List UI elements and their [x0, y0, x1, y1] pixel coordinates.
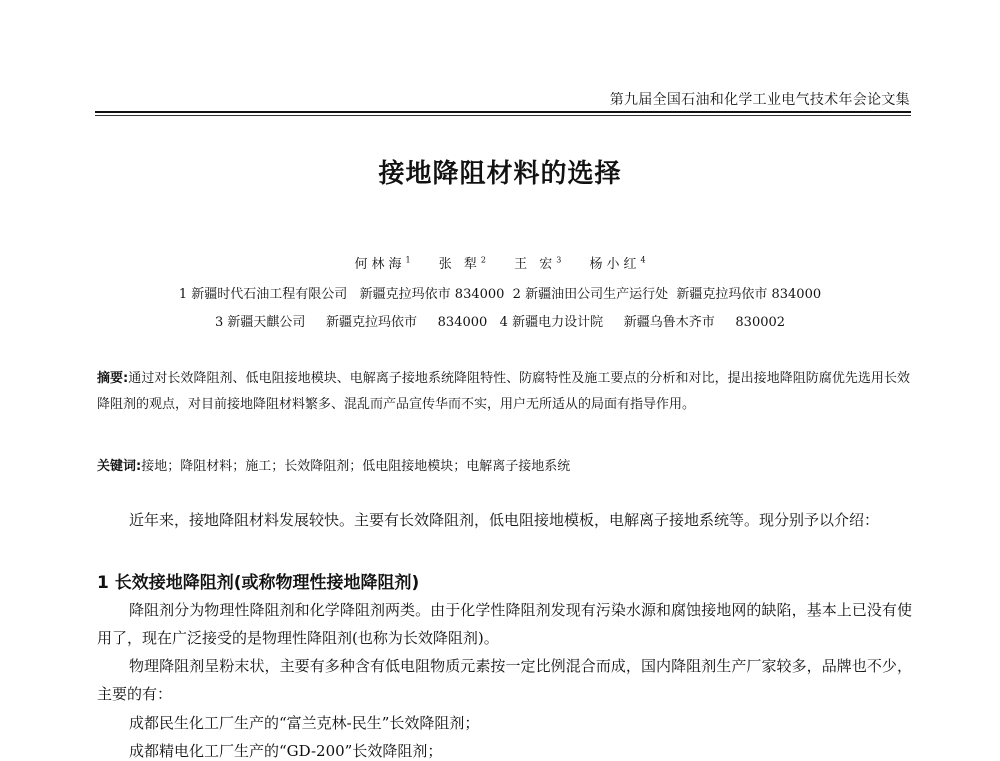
header-rule-thin	[95, 115, 911, 116]
author	[514, 253, 561, 272]
section-heading: 1 长效接地降阻剂(或称物理性接地降阻剂)	[97, 573, 420, 593]
affiliation-line-2: 3 新疆天麒公司 新疆克拉玛依市 834000 4 新疆电力设计院 新疆乌鲁木齐市 830002	[214, 315, 786, 330]
abstract	[97, 366, 910, 418]
body-paragraph: 物理降阻剂呈粉末状，主要有多种含有低电阻物质元素按一定比例混合而成，国内降阻剂生产厂家较多，品牌也不少，主要的有：	[97, 657, 912, 703]
running-header: 第九届全国石油和化学工业电气技术年会论文集	[609, 92, 910, 108]
affiliation-line-1: 1 新疆时代石油工程有限公司 新疆克拉玛依市 834000 2 新疆油田公司生产运行处 新疆克拉玛依市 834000	[178, 287, 822, 302]
author	[354, 253, 410, 272]
author-name: 杨小红	[589, 257, 641, 272]
keywords-text: 接地；降阻材料；施工；长效降阻剂；低电阻接地模块；电解离子接地系统	[141, 459, 571, 474]
list-item: 成都民生化工厂生产的“富兰克林-民生”长效降阻剂；	[129, 714, 480, 732]
body-paragraph: 降阻剂分为物理性降阻剂和化学降阻剂两类。由于化学性降阻剂发现有污染水源和腐蚀接地网的缺陷，基本上已没有使用了，现在广泛接受的是物理性降阻剂(也称为长效降阻剂)。	[97, 601, 912, 647]
author-list	[0, 253, 1000, 272]
author-name: 张 犁	[438, 257, 481, 272]
author-affil-mark: 3	[556, 255, 562, 265]
author-affil-mark: 4	[640, 255, 646, 265]
list-item: 成都精电化工厂生产的“GD-200”长效降阻剂；	[129, 742, 443, 760]
author-affil-mark: 1	[405, 255, 411, 265]
author	[589, 253, 645, 272]
abstract-text: 通过对长效降阻剂、低电阻接地模块、电解离子接地系统降阻特性、防腐特性及施工要点的分析和对比，提出接地降阻防腐优先选用长效降阻剂的观点，对目前接地降阻材料繁多、混乱而产品宣传华而不实，用户无所适从的局面有指导作用。	[97, 371, 910, 412]
keywords-label: 关键词:	[97, 459, 142, 474]
intro-paragraph: 近年来，接地降阻材料发展较快。主要有长效降阻剂，低电阻接地模板，电解离子接地系统等。现分别予以介绍：	[129, 511, 880, 529]
keywords	[97, 455, 910, 474]
author-name: 王 宏	[514, 257, 557, 272]
author-affil-mark: 2	[480, 255, 486, 265]
header-rule	[95, 111, 911, 113]
paper-title: 接地降阻材料的选择	[378, 159, 622, 189]
author-name: 何林海	[354, 257, 406, 272]
abstract-label: 摘要:	[97, 371, 129, 386]
author	[439, 253, 486, 272]
